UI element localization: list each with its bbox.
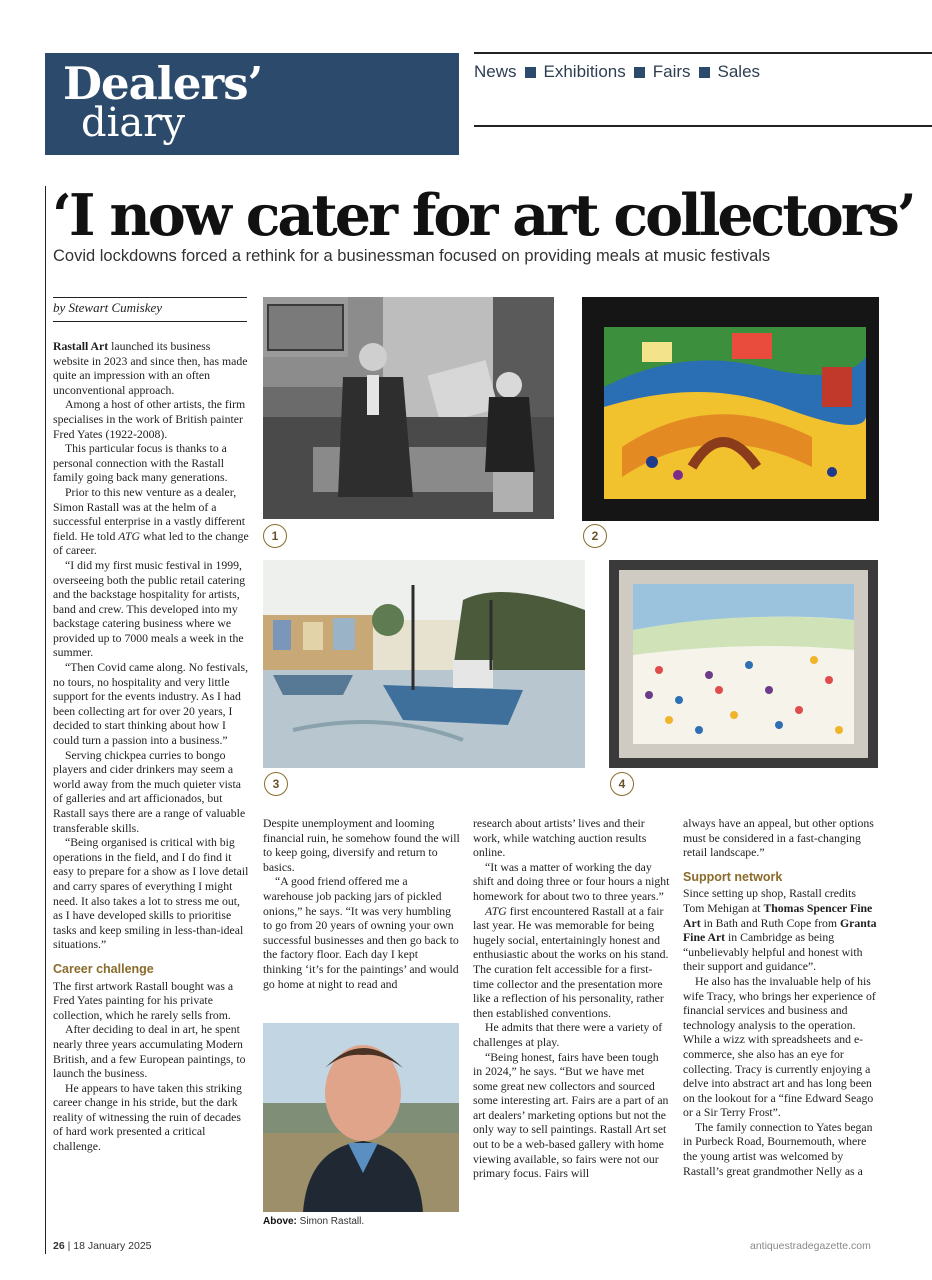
gallery-name: Thomas Spencer Fine Art [683,901,873,930]
text-column-4 [683,817,880,1179]
text-column-3 [473,817,670,1182]
paragraph [473,817,670,861]
section-heading: Career challenge [53,961,154,976]
footer-folio [53,1240,152,1252]
footer-separator: | [67,1240,71,1252]
paragraph [263,875,460,992]
text-run: Since setting up shop, Rastall credits Tom Mehigan at [683,887,856,915]
paragraph [53,442,249,486]
paragraph [683,1121,880,1179]
section-nav [474,62,760,82]
paragraph [53,980,249,1024]
paragraph [53,398,249,442]
text-run: “It was a matter of working the day shift and doing three or four hours a night homework for about two to three years.” [473,860,670,903]
text-run: He admits that there were a variety of challenges at play. [473,1021,663,1049]
text-run: always have an appeal, but other options must be considered in a fast-changing retail landscape.” [683,817,874,860]
text-run: The first artwork Rastall bought was a Fred Yates painting for his private collection, which he rarely sells from. [53,979,234,1022]
caption-text: Simon Rastall. [296,1216,365,1227]
byline-rule-bottom [53,321,247,322]
page-number: 26 [53,1240,65,1252]
footer-site[interactable]: antiquestradegazette.com [750,1240,871,1252]
photo-number-4: 4 [610,772,634,796]
text-run: After deciding to deal in art, he spent nearly three years accumulating Modern British, and a few European paintings, to launch the business. [53,1023,246,1081]
photo-caption [263,1216,364,1227]
section-brand-box [45,53,459,155]
text-run: in Cambridge as being “unbelievably helpful and honest with their support and guidance”. [683,931,863,974]
text-run: Among a host of other artists, the firm specialises in the work of British painter Fred Yates (1922-2008). [53,398,246,441]
brand-title: Dealers’ [63,57,263,110]
text-run: Serving chickpea curries to bongo players and cider drinkers may seem a world away from the much quieter vista of galleries and art afficionados, but Rastall says there are a range of valuable transferable skills. [53,748,246,835]
nav-news[interactable]: News [474,62,517,81]
square-bullet-icon [525,67,536,78]
standfirst: Covid lockdowns forced a rethink for a businessman focused on providing meals at music festivals [53,247,771,265]
text-run: “I did my first music festival in 1999, overseeing both the public retail catering and the backstage hospitality for artists, band and crew. This developed into my backstage catering business where we provided up to 7000 meals a week in the summer. [53,558,246,660]
business-name: Rastall Art [53,340,109,353]
text-run: This particular focus is thanks to a personal connection with the Rastall family going back many generations. [53,442,228,485]
text-run: “Being organised is critical with big operations in the field, and I do find it easy to prepare for a show as I love detail and carry spares of everything I might need. It also takes a lot to stress me out, as I have developed skills to prioritise tasks and keep smiling in less-than-ideal situations.” [53,836,249,952]
text-run: launched its business website in 2023 and since then, has made quite an impression with an often unconventional approach. [53,340,248,397]
caption-label: Above: [263,1216,297,1227]
issue-date: 18 January 2025 [73,1240,152,1252]
square-bullet-icon [699,67,710,78]
publication-name: ATG [485,904,507,918]
photo-number-1: 1 [263,524,287,548]
text-run: “Then Covid came along. No festivals, no tours, no hospitality and very little support for the events industry. As I had been collecting art for over 20 years, I decided to start thinking about how I could turn a passion into a business.” [53,661,249,748]
paragraph [473,905,670,1022]
gallery-name: Granta Fine Art [683,916,877,945]
paragraph [683,817,880,861]
nav-fairs[interactable]: Fairs [652,62,691,81]
text-run: Despite unemployment and looming financial ruin, he somehow found the will to keep going, diversify and return to basics. [263,817,460,874]
paragraph [53,661,249,749]
text-column-2 [263,817,460,992]
paragraph [473,1021,670,1050]
byline: by Stewart Cumiskey [53,300,163,315]
paragraph [53,749,249,837]
paragraph [683,975,880,1121]
photo-number-2: 2 [583,524,607,548]
paragraph [473,861,670,905]
paragraph [683,887,880,975]
nav-exhibitions[interactable]: Exhibitions [543,62,626,81]
text-run: first encountered Rastall at a fair last year. He was memorable for being hugely social, entertainingly honest and enthusiastic about the works on his stand. The curation felt accessible for a first-time collector and the presentation more like a reflection of his personality, rather then established conventions. [473,904,669,1020]
paragraph [263,817,460,875]
top-rule [474,52,932,54]
text-run: “Being honest, fairs have been tough in 2024,” he says. “But we have met some great new collectors and sourced some interesting art. Fairs are a part of an art dealers’ marketing options but not the only way to sell paintings. Rastall Art set out to be a web-based gallery with home viewing available, so fairs were not our primary focus. Fairs will [473,1050,669,1181]
photo-painting-bridge [582,297,879,521]
paragraph [53,1023,249,1081]
text-run: “A good friend offered me a warehouse job packing jars of pickled onions,” he says. “It was very humbling to go from 20 years of owning your own successful businesses and then go back to the factory floor. Each day I kept thinking ‘it’s for the paintings’ and would go home at night to read and [263,875,459,991]
text-run: Prior to this new venture as a dealer, Simon Rastall was at the helm of a successful enterprise in a vastly different field. He told [53,485,245,543]
photo-archive-couple [263,297,554,519]
paragraph [473,1051,670,1182]
section-heading: Support network [683,869,783,884]
photo-painting-harbour [263,560,585,768]
publication-name: ATG [118,529,141,543]
photo-number-3: 3 [264,772,288,796]
photo-painting-beach [609,560,878,768]
byline-rule-top [53,297,247,298]
paragraph [53,836,249,953]
text-run: in Bath and Ruth Cope from [700,916,840,930]
nav-sales[interactable]: Sales [717,62,761,81]
paragraph [53,340,249,398]
text-run: what led to the change of career. [53,529,249,558]
brand-subtitle: diary [81,100,185,146]
headline: ‘I now cater for art collectors’ [52,182,914,249]
photo-portrait-simon-rastall [263,1023,459,1212]
text-run: research about artists’ lives and their work, while watching auction results online. [473,817,647,860]
paragraph [53,486,249,559]
left-margin-rule [45,186,46,1254]
text-run: He appears to have taken this striking career change in his stride, but the dark reality of witnessing the ruin of decades of hard work presented a critical challenge. [53,1081,242,1154]
nav-rule [474,125,932,127]
text-run: He also has the invaluable help of his wife Tracy, who brings her experience of financial services and business and technology analysis to the operation. While a wizz with spreadsheets and e-commerce, she also has an eye for collecting. Tracy is currently enjoying a delve into abstract art and has long been on the lookout for a “fine Edward Seago or a Sir Terry Frost”. [683,974,876,1120]
paragraph [53,559,249,661]
text-run: The family connection to Yates began in Purbeck Road, Bournemouth, where the young artist was welcomed by Rastall’s great grandmother Nelly as a [683,1120,873,1178]
square-bullet-icon [634,67,645,78]
text-column-1 [53,340,249,1155]
paragraph [53,1082,249,1155]
